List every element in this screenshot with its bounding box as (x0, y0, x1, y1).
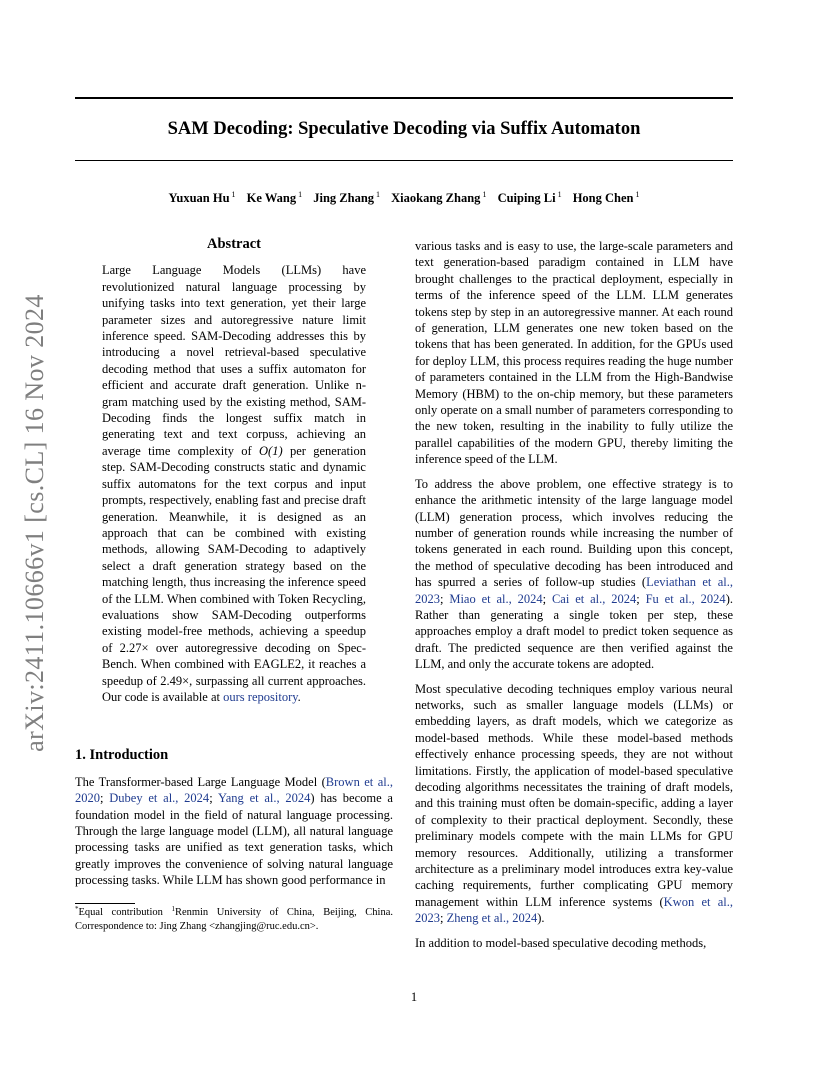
math-speedup-1: 2.27× (119, 640, 149, 655)
author: Xiaokang Zhang $^1$ (391, 190, 487, 205)
author: Ke Wang $^1$ (246, 190, 303, 205)
math-speedup-2: 2.49× (160, 673, 190, 688)
citation-link[interactable]: Brown et al., 2020 (75, 774, 393, 806)
title-rule-top (75, 97, 733, 99)
citation-link[interactable]: Miao et al., 2024 (449, 591, 543, 606)
intro-paragraph-3: Most speculative decoding techniques employ various neural networks, such as smaller language models (LLMs) or embedding layers, as draft models, which we categorize as model-based methods. While these model-based methods effectively enhance processing speeds, they are not without limitations. Firstly, the application of model-based speculative decoding algorithms necessitates the training of draft models, and this training must often be domain-specific, adding a layer of complexity to their practical deployment. Secondly, these preliminary models compete with the main LLMs for GPU memory resources. Additionally, utilizing a transformer architecture as a preliminary model introduces extra key-value caching requirements, further complicating GPU memory management within LLM inference systems (Kwon et al., 2023; Zheng et al., 2024). (415, 681, 733, 926)
author-list (75, 190, 733, 206)
author: Jing Zhang $^1$ (313, 190, 381, 205)
citation-link[interactable]: Cai et al., 2024 (551, 591, 637, 606)
citation-link[interactable]: Dubey et al., 2024 (109, 791, 210, 806)
title-rule-bottom (75, 160, 733, 161)
page-number: 1 (410, 990, 418, 1004)
intro-paragraph-1-continued: various tasks and is easy to use, the large-scale parameters and text generation-based paradigm contained in LLM have brought challenges to the practical deployment, especially in terms of the inference speed of the LLM. LLM generates tokens step by step in an autoregressive manner. At each round of generation, LLM generates one new token based on the tokens that has been generated. In addition, for the GPUs used for deploy LLM, this process requires reading the huge number of parameters contained in the LLM from the High-Bandwise Memory (HBM) to the on-chip memory, but these parameters only operate on a small number of parameters corresponding to the new token, resulting in the inability to fully utilize the parallel capabilities of the modern GPU, thereby limiting the inference speed of the LLM. (415, 239, 733, 467)
author: Cuiping Li $^1$ (497, 190, 562, 205)
footnote: *Equal contribution $^1$Renmin University of China, Beijing, China. Correspondence to: Jing Zhang <zhangjing@ruc.edu.cn>. (75, 905, 393, 932)
intro-paragraph-4: In addition to model-based speculative decoding methods, (415, 935, 707, 950)
author: Yuxuan Hu $^1$ (168, 190, 236, 205)
arxiv-stamp: arXiv:2411.10666v1 [cs.CL] 16 Nov 2024 (20, 294, 49, 752)
right-column (415, 238, 733, 951)
introduction-heading: 1. Introduction (75, 747, 169, 764)
citation-link[interactable]: Zheng et al., 2024 (446, 911, 538, 926)
math-complexity: O(1) (259, 443, 283, 458)
abstract-heading: Abstract (207, 236, 261, 252)
intro-paragraph-1: The Transformer-based Large Language Model (Brown et al., 2020; Dubey et al., 2024; Yang et al., 2024) has become a foundation model in the field of natural language processing. Through the large language model (LLM), all natural language processing tasks are unified as text generation tasks, which greatly improves the convenience of solving natural language processing tasks. While LLM has shown good performance in (75, 774, 393, 888)
abstract-text: Large Language Models (LLMs) have revolutionized natural language processing by unifying tasks into text generation, yet their large parameter sizes and autoregressive nature limit inference speed. SAM-Decoding addresses this by introducing a novel retrieval-based speculative decoding method that uses a suffix automaton for efficient and accurate draft generation. Unlike n-gram matching used by the existing method, SAM-Decoding finds the longest suffix match in generating text and text corpuss, achieving an average time complexity of O(1) per generation step. SAM-Decoding constructs static and dynamic suffix automatons for the text corpus and input prompts, respectively, enabling fast and precise draft generation. Meanwhile, it is designed as an approach that can be combined with existing methods, allowing SAM-Decoding to adaptively select a draft generation strategy based on the matching length, thus increasing the inference speed of the LLM. When combined with Token Recycling, evaluations show SAM-Decoding outperforms existing model-free methods, achieving a speedup of 2.27× over autoregressive decoding on Spec-Bench. When combined with EAGLE2, it reaches a speedup of 2.49×, surpassing all current approaches. Our code is available at ours repository. (102, 263, 367, 704)
intro-paragraph-2: To address the above problem, one effective strategy is to enhance the arithmetic intensity of the large language model (LLM) generation process, which involves reducing the number of generation rounds while increasing the number of tokens generated in each round. Building upon this concept, the method of speculative decoding has been introduced and has spurred a series of follow-up studies (Leviathan et al., 2023; Miao et al., 2024; Cai et al., 2024; Fu et al., 2024). Rather than generating a single token per step, these approaches employ a draft model to predict token sequence as draft. The predicted sequence are then verified against the LLM, and only the accurate tokens are adopted. (415, 476, 733, 672)
paper-title: SAM Decoding: Speculative Decoding via Suffix Automaton (167, 119, 641, 139)
author: Hong Chen $^1$ (572, 190, 640, 205)
citation-link[interactable]: Yang et al., 2024 (217, 791, 311, 806)
repository-link[interactable]: ours repository (223, 689, 298, 704)
citation-link[interactable]: Fu et al., 2024 (645, 591, 726, 606)
citation-link[interactable]: Leviathan et al., 2023 (415, 575, 733, 606)
left-column (75, 236, 393, 889)
citation-link[interactable]: Kwon et al., 2023 (415, 894, 733, 926)
